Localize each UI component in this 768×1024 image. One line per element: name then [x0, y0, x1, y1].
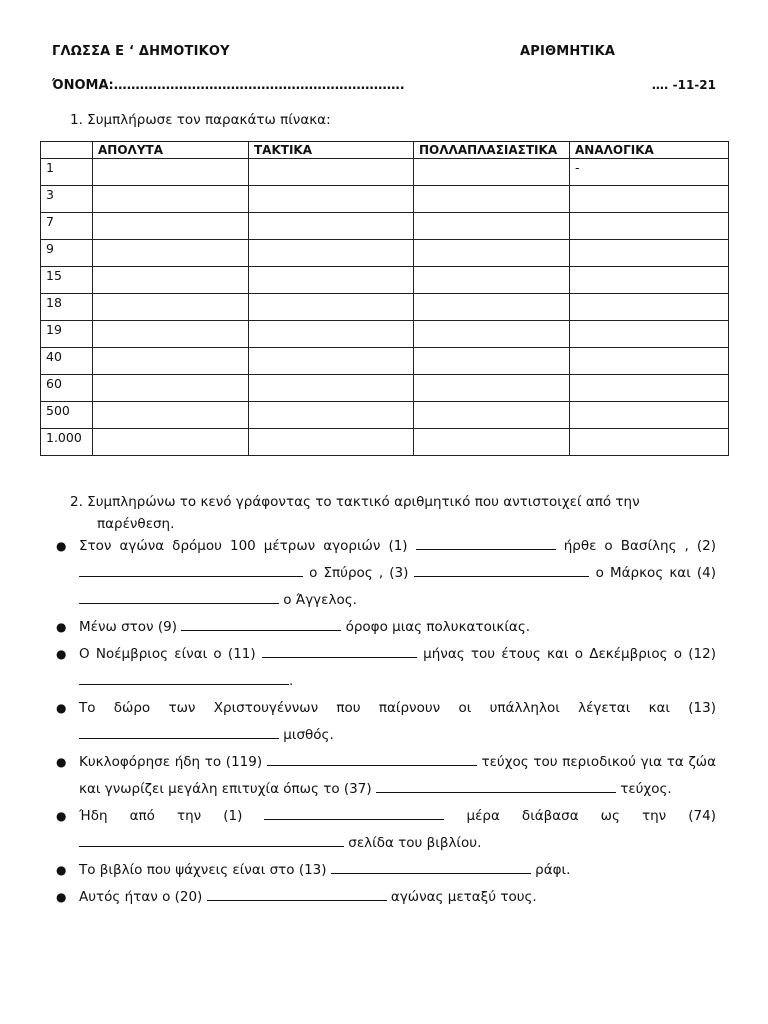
subject-title: ΓΛΩΣΣΑ Ε ‘ ΔΗΜΟΤΙΚΟΥ [52, 44, 230, 59]
cardinal-cell[interactable] [93, 294, 249, 321]
row-number: 1 [41, 159, 93, 186]
multiplicative-cell[interactable] [414, 429, 570, 456]
answer-blank[interactable] [376, 778, 616, 793]
proportional-cell[interactable] [570, 294, 729, 321]
list-item: ● Μένω στον (9) όροφο μιας πολυκατοικίας. [52, 614, 716, 641]
date-label: …. -11-21 [651, 78, 716, 92]
multiplicative-cell[interactable] [414, 159, 570, 186]
row-number: 40 [41, 348, 93, 375]
row-number: 7 [41, 213, 93, 240]
bullet-icon: ● [56, 620, 67, 634]
ordinal-cell[interactable] [249, 429, 414, 456]
ordinal-cell[interactable] [249, 186, 414, 213]
proportional-cell[interactable] [570, 240, 729, 267]
answer-blank[interactable] [414, 562, 589, 577]
table-row [41, 348, 729, 375]
cardinal-cell[interactable] [93, 402, 249, 429]
list-item: ● Αυτός ήταν ο (20) αγώνας μεταξύ τους. [52, 884, 716, 911]
proportional-cell[interactable] [570, 375, 729, 402]
multiplicative-cell[interactable] [414, 402, 570, 429]
col-header-multiplicative: ΠΟΛΛΑΠΛΑΣΙΑΣΤΙΚΑ [414, 142, 570, 159]
exercise1-instruction: 1. Συμπλήρωσε τον παρακάτω πίνακα: [70, 112, 331, 128]
table-row [41, 429, 729, 456]
exercise2-instruction-line1: 2. Συμπληρώνω το κενό γράφοντας το τακτικό αριθμητικό που αντιστοιχεί από την [70, 494, 640, 510]
multiplicative-cell[interactable] [414, 294, 570, 321]
proportional-cell[interactable] [570, 267, 729, 294]
table-row [41, 321, 729, 348]
table-row [41, 186, 729, 213]
list-item: ● Το βιβλίο που ψάχνεις είναι στο (13) ράφι. [52, 857, 716, 884]
row-number: 18 [41, 294, 93, 321]
ordinal-cell[interactable] [249, 402, 414, 429]
row-number: 500 [41, 402, 93, 429]
cardinal-cell[interactable] [93, 186, 249, 213]
list-item: ● Το δώρο των Χριστουγέννων που παίρνουν οι υπάλληλοι λέγεται και (13) μισθός. [52, 695, 716, 749]
cardinal-cell[interactable] [93, 348, 249, 375]
answer-blank[interactable] [264, 805, 444, 820]
answer-blank[interactable] [181, 616, 341, 631]
topic-title: ΑΡΙΘΜΗΤΙΚΑ [520, 44, 616, 59]
multiplicative-cell[interactable] [414, 375, 570, 402]
bullet-icon: ● [56, 809, 67, 823]
col-header-number [41, 142, 93, 159]
table-row [41, 402, 729, 429]
bullet-icon: ● [56, 863, 67, 877]
multiplicative-cell[interactable] [414, 240, 570, 267]
multiplicative-cell[interactable] [414, 348, 570, 375]
ordinal-cell[interactable] [249, 348, 414, 375]
ordinal-cell[interactable] [249, 267, 414, 294]
ordinal-cell[interactable] [249, 240, 414, 267]
cardinal-cell[interactable] [93, 159, 249, 186]
cardinal-cell[interactable] [93, 267, 249, 294]
cardinal-cell[interactable] [93, 321, 249, 348]
proportional-cell[interactable] [570, 186, 729, 213]
list-item: ● Κυκλοφόρησε ήδη το (119) τεύχος του περιοδικού για τα ζώα και γνωρίζει μεγάλη επιτυχία όπως το (37) τεύχος. [52, 749, 716, 803]
answer-blank[interactable] [79, 670, 289, 685]
ordinal-cell[interactable] [249, 294, 414, 321]
bullet-icon: ● [56, 647, 67, 661]
exercise2-instruction-line2: παρένθεση. [97, 516, 175, 532]
row-number: 15 [41, 267, 93, 294]
answer-blank[interactable] [267, 751, 477, 766]
multiplicative-cell[interactable] [414, 186, 570, 213]
row-number: 3 [41, 186, 93, 213]
answer-blank[interactable] [79, 562, 303, 577]
proportional-cell[interactable] [570, 402, 729, 429]
col-header-ordinal: ΤΑΚΤΙΚΑ [249, 142, 414, 159]
table-row [41, 213, 729, 240]
proportional-cell[interactable] [570, 213, 729, 240]
cardinal-cell[interactable] [93, 429, 249, 456]
table-header-row [41, 142, 729, 159]
multiplicative-cell[interactable] [414, 321, 570, 348]
proportional-cell[interactable] [570, 348, 729, 375]
row-number: 9 [41, 240, 93, 267]
cardinal-cell[interactable] [93, 213, 249, 240]
ordinal-cell[interactable] [249, 321, 414, 348]
exercise2-instruction [70, 491, 720, 535]
answer-blank[interactable] [79, 724, 279, 739]
table-row [41, 159, 729, 186]
list-item: ● Στον αγώνα δρόμου 100 μέτρων αγοριών (1) ήρθε ο Βασίλης , (2) ο Σπύρος , (3) ο Μάρκος και (4) ο Άγγελος. [52, 533, 716, 614]
name-label: ΌΝΟΜΑ:…………………………………………………………. [52, 78, 405, 93]
cardinal-cell[interactable] [93, 375, 249, 402]
multiplicative-cell[interactable] [414, 267, 570, 294]
answer-blank[interactable] [416, 535, 556, 550]
bullet-icon: ● [56, 890, 67, 904]
multiplicative-cell[interactable] [414, 213, 570, 240]
col-header-proportional: ΑΝΑΛΟΓΙΚΑ [570, 142, 729, 159]
answer-blank[interactable] [207, 886, 387, 901]
bullet-icon: ● [56, 701, 67, 715]
name-row [52, 78, 716, 98]
table-row [41, 375, 729, 402]
answer-blank[interactable] [79, 589, 279, 604]
row-number: 19 [41, 321, 93, 348]
answer-blank[interactable] [331, 859, 531, 874]
cardinal-cell[interactable] [93, 240, 249, 267]
row-number: 1.000 [41, 429, 93, 456]
col-header-cardinal: ΑΠΟΛΥΤΑ [93, 142, 249, 159]
numerals-table [40, 141, 729, 456]
proportional-cell[interactable] [570, 321, 729, 348]
answer-blank[interactable] [79, 832, 344, 847]
list-item: ● Ο Νοέμβριος είναι ο (11) μήνας του έτους και ο Δεκέμβριος ο (12) . [52, 641, 716, 695]
answer-blank[interactable] [262, 643, 417, 658]
ordinal-cell[interactable] [249, 213, 414, 240]
table-row [41, 240, 729, 267]
proportional-cell[interactable]: - [570, 159, 729, 186]
table-row [41, 267, 729, 294]
list-item: ● Ήδη από την (1) μέρα διάβασα ως την (74) σελίδα του βιβλίου. [52, 803, 716, 857]
ordinal-cell[interactable] [249, 375, 414, 402]
proportional-cell[interactable] [570, 429, 729, 456]
sentence-list [52, 533, 716, 911]
bullet-icon: ● [56, 755, 67, 769]
ordinal-cell[interactable] [249, 159, 414, 186]
bullet-icon: ● [56, 539, 67, 553]
row-number: 60 [41, 375, 93, 402]
table-row [41, 294, 729, 321]
